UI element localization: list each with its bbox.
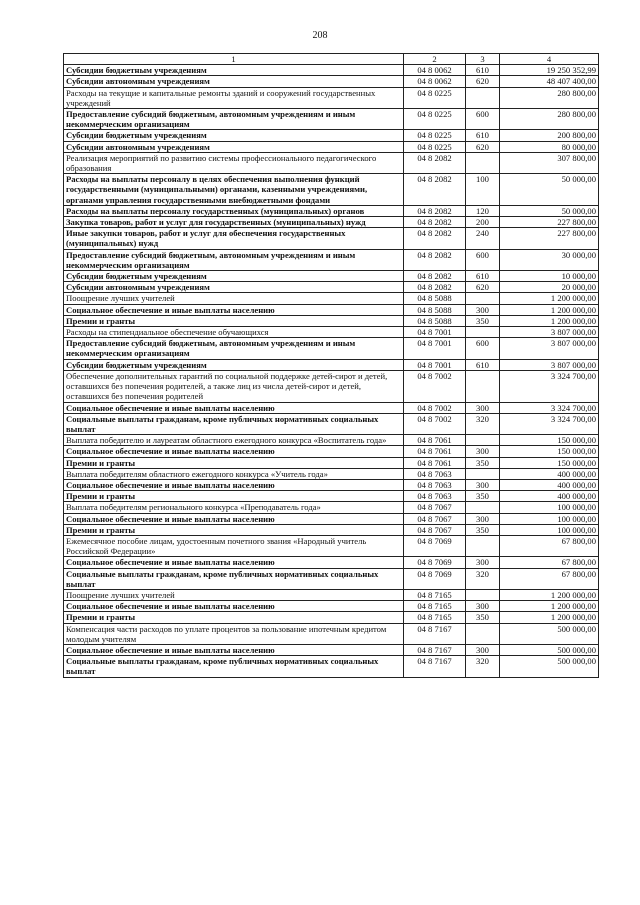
table-row bbox=[64, 109, 599, 130]
amount-cell: 400 000,00 bbox=[500, 491, 599, 502]
expense-type-cell: 350 bbox=[466, 457, 500, 468]
expense-type-cell: 240 bbox=[466, 228, 500, 249]
target-code-cell: 04 8 0225 bbox=[404, 141, 466, 152]
table-row bbox=[64, 282, 599, 293]
target-code-cell: 04 8 7067 bbox=[404, 524, 466, 535]
target-code-cell: 04 8 7067 bbox=[404, 502, 466, 513]
target-code-cell: 04 8 0225 bbox=[404, 109, 466, 130]
table-row bbox=[64, 87, 599, 108]
table-row bbox=[64, 468, 599, 479]
amount-cell: 3 324 700,00 bbox=[500, 370, 599, 402]
table-row bbox=[64, 568, 599, 589]
item-name-cell: Социальное обеспечение и иные выплаты населению bbox=[64, 446, 404, 457]
target-code-cell: 04 8 7061 bbox=[404, 457, 466, 468]
table-row bbox=[64, 446, 599, 457]
amount-cell: 500 000,00 bbox=[500, 656, 599, 677]
item-name-cell: Ежемесячное пособие лицам, удостоенным почетного звания «Народный учитель Российской Федерации» bbox=[64, 535, 404, 556]
table-row bbox=[64, 65, 599, 76]
amount-cell: 1 200 000,00 bbox=[500, 304, 599, 315]
amount-cell: 100 000,00 bbox=[500, 524, 599, 535]
amount-cell: 150 000,00 bbox=[500, 457, 599, 468]
expense-type-cell bbox=[466, 152, 500, 173]
expense-type-cell: 300 bbox=[466, 601, 500, 612]
target-code-cell: 04 8 7165 bbox=[404, 612, 466, 623]
table-row bbox=[64, 304, 599, 315]
table-row bbox=[64, 174, 599, 206]
table-row bbox=[64, 479, 599, 490]
item-name-cell: Выплата победителям регионального конкурса «Преподаватель года» bbox=[64, 502, 404, 513]
expense-type-cell bbox=[466, 435, 500, 446]
expense-type-cell bbox=[466, 370, 500, 402]
expense-type-cell: 350 bbox=[466, 524, 500, 535]
expense-type-cell: 610 bbox=[466, 130, 500, 141]
table-row bbox=[64, 205, 599, 216]
amount-cell: 48 407 400,00 bbox=[500, 76, 599, 87]
amount-cell: 67 800,00 bbox=[500, 535, 599, 556]
expense-type-cell: 300 bbox=[466, 304, 500, 315]
table-row bbox=[64, 502, 599, 513]
target-code-cell: 04 8 5088 bbox=[404, 304, 466, 315]
table-row bbox=[64, 130, 599, 141]
expense-type-cell: 300 bbox=[466, 479, 500, 490]
item-name-cell: Иные закупки товаров, работ и услуг для обеспечения государственных (муниципальных) нужд bbox=[64, 228, 404, 249]
expense-type-cell: 200 bbox=[466, 217, 500, 228]
target-code-cell: 04 8 7001 bbox=[404, 359, 466, 370]
amount-cell: 100 000,00 bbox=[500, 513, 599, 524]
target-code-cell: 04 8 7069 bbox=[404, 568, 466, 589]
expense-type-cell: 610 bbox=[466, 271, 500, 282]
expense-type-cell: 320 bbox=[466, 413, 500, 434]
budget-table bbox=[63, 53, 599, 678]
item-name-cell: Субсидии бюджетным учреждениям bbox=[64, 130, 404, 141]
table-row bbox=[64, 413, 599, 434]
item-name-cell: Социальное обеспечение и иные выплаты населению bbox=[64, 304, 404, 315]
expense-type-cell: 600 bbox=[466, 109, 500, 130]
item-name-cell: Поощрение лучших учителей bbox=[64, 293, 404, 304]
table-row bbox=[64, 612, 599, 623]
expense-type-cell: 600 bbox=[466, 338, 500, 359]
amount-cell: 400 000,00 bbox=[500, 479, 599, 490]
expense-type-cell: 350 bbox=[466, 315, 500, 326]
table-row bbox=[64, 141, 599, 152]
item-name-cell: Расходы на выплаты персоналу государственных (муниципальных) органов bbox=[64, 205, 404, 216]
amount-cell: 80 000,00 bbox=[500, 141, 599, 152]
target-code-cell: 04 8 7069 bbox=[404, 557, 466, 568]
amount-cell: 50 000,00 bbox=[500, 205, 599, 216]
amount-cell: 227 800,00 bbox=[500, 217, 599, 228]
item-name-cell: Социальные выплаты гражданам, кроме публичных нормативных социальных выплат bbox=[64, 568, 404, 589]
target-code-cell: 04 8 0062 bbox=[404, 76, 466, 87]
table-row bbox=[64, 327, 599, 338]
amount-cell: 10 000,00 bbox=[500, 271, 599, 282]
expense-type-cell: 320 bbox=[466, 656, 500, 677]
item-name-cell: Выплата победителям областного ежегодного конкурса «Учитель года» bbox=[64, 468, 404, 479]
target-code-cell: 04 8 5088 bbox=[404, 315, 466, 326]
target-code-cell: 04 8 7061 bbox=[404, 435, 466, 446]
expense-type-cell bbox=[466, 293, 500, 304]
amount-cell: 3 807 000,00 bbox=[500, 338, 599, 359]
target-code-cell: 04 8 2082 bbox=[404, 152, 466, 173]
item-name-cell: Социальное обеспечение и иные выплаты населению bbox=[64, 644, 404, 655]
expense-type-cell: 300 bbox=[466, 513, 500, 524]
amount-cell: 400 000,00 bbox=[500, 468, 599, 479]
amount-cell: 19 250 352,99 bbox=[500, 65, 599, 76]
table-row bbox=[64, 656, 599, 677]
amount-cell: 150 000,00 bbox=[500, 435, 599, 446]
expense-type-cell: 610 bbox=[466, 65, 500, 76]
target-code-cell: 04 8 7063 bbox=[404, 479, 466, 490]
table-row bbox=[64, 271, 599, 282]
item-name-cell: Социальное обеспечение и иные выплаты населению bbox=[64, 513, 404, 524]
expense-type-cell: 300 bbox=[466, 557, 500, 568]
table-row bbox=[64, 293, 599, 304]
target-code-cell: 04 8 7069 bbox=[404, 535, 466, 556]
table-row bbox=[64, 457, 599, 468]
expense-type-cell bbox=[466, 468, 500, 479]
amount-cell: 67 800,00 bbox=[500, 568, 599, 589]
item-name-cell: Премии и гранты bbox=[64, 457, 404, 468]
item-name-cell: Компенсация части расходов по уплате процентов за пользование ипотечным кредитом молодым учителям bbox=[64, 623, 404, 644]
amount-cell: 30 000,00 bbox=[500, 249, 599, 270]
amount-cell: 3 807 000,00 bbox=[500, 327, 599, 338]
column-header: 2 bbox=[404, 54, 466, 65]
amount-cell: 1 200 000,00 bbox=[500, 612, 599, 623]
item-name-cell: Реализация мероприятий по развитию системы профессионального педагогического образования bbox=[64, 152, 404, 173]
table-row bbox=[64, 359, 599, 370]
table-row bbox=[64, 589, 599, 600]
item-name-cell: Социальное обеспечение и иные выплаты населению bbox=[64, 402, 404, 413]
table-row bbox=[64, 435, 599, 446]
item-name-cell: Обеспечение дополнительных гарантий по социальной поддержке детей-сирот и детей, оставшихся без попечения родителей, а также лиц из числа детей-сирот и детей, оставшихся без попечения родителей bbox=[64, 370, 404, 402]
page-number: 208 bbox=[312, 30, 328, 41]
item-name-cell: Субсидии бюджетным учреждениям bbox=[64, 271, 404, 282]
target-code-cell: 04 8 7002 bbox=[404, 370, 466, 402]
table-row bbox=[64, 76, 599, 87]
item-name-cell: Премии и гранты bbox=[64, 612, 404, 623]
expense-type-cell bbox=[466, 502, 500, 513]
column-header: 4 bbox=[500, 54, 599, 65]
table-row bbox=[64, 315, 599, 326]
target-code-cell: 04 8 2082 bbox=[404, 282, 466, 293]
amount-cell: 100 000,00 bbox=[500, 502, 599, 513]
expense-type-cell: 100 bbox=[466, 174, 500, 206]
item-name-cell: Субсидии бюджетным учреждениям bbox=[64, 65, 404, 76]
expense-type-cell: 300 bbox=[466, 446, 500, 457]
target-code-cell: 04 8 7001 bbox=[404, 338, 466, 359]
item-name-cell: Выплата победителю и лауреатам областного ежегодного конкурса «Воспитатель года» bbox=[64, 435, 404, 446]
target-code-cell: 04 8 7002 bbox=[404, 413, 466, 434]
table-row bbox=[64, 644, 599, 655]
item-name-cell: Социальное обеспечение и иные выплаты населению bbox=[64, 557, 404, 568]
table-row bbox=[64, 249, 599, 270]
expense-type-cell: 620 bbox=[466, 282, 500, 293]
amount-cell: 500 000,00 bbox=[500, 644, 599, 655]
table-row bbox=[64, 601, 599, 612]
expense-type-cell: 620 bbox=[466, 76, 500, 87]
table-row bbox=[64, 491, 599, 502]
amount-cell: 1 200 000,00 bbox=[500, 315, 599, 326]
table-row bbox=[64, 370, 599, 402]
amount-cell: 307 800,00 bbox=[500, 152, 599, 173]
table-row bbox=[64, 623, 599, 644]
target-code-cell: 04 8 7063 bbox=[404, 468, 466, 479]
expense-type-cell: 610 bbox=[466, 359, 500, 370]
table-header-row bbox=[64, 54, 599, 65]
expense-type-cell bbox=[466, 535, 500, 556]
target-code-cell: 04 8 7002 bbox=[404, 402, 466, 413]
target-code-cell: 04 8 0225 bbox=[404, 87, 466, 108]
item-name-cell: Премии и гранты bbox=[64, 315, 404, 326]
item-name-cell: Субсидии бюджетным учреждениям bbox=[64, 359, 404, 370]
target-code-cell: 04 8 7067 bbox=[404, 513, 466, 524]
table-row bbox=[64, 217, 599, 228]
target-code-cell: 04 8 0062 bbox=[404, 65, 466, 76]
item-name-cell: Поощрение лучших учителей bbox=[64, 589, 404, 600]
item-name-cell: Субсидии автономным учреждениям bbox=[64, 282, 404, 293]
item-name-cell: Социальное обеспечение и иные выплаты населению bbox=[64, 479, 404, 490]
expense-type-cell: 350 bbox=[466, 491, 500, 502]
target-code-cell: 04 8 2082 bbox=[404, 205, 466, 216]
table-row bbox=[64, 402, 599, 413]
item-name-cell: Расходы на текущие и капитальные ремонты зданий и сооружений государственных учреждений bbox=[64, 87, 404, 108]
expense-type-cell bbox=[466, 589, 500, 600]
amount-cell: 150 000,00 bbox=[500, 446, 599, 457]
amount-cell: 1 200 000,00 bbox=[500, 589, 599, 600]
amount-cell: 3 324 700,00 bbox=[500, 402, 599, 413]
item-name-cell: Социальные выплаты гражданам, кроме публичных нормативных социальных выплат bbox=[64, 413, 404, 434]
expense-type-cell: 120 bbox=[466, 205, 500, 216]
expense-type-cell: 320 bbox=[466, 568, 500, 589]
amount-cell: 227 800,00 bbox=[500, 228, 599, 249]
amount-cell: 200 800,00 bbox=[500, 130, 599, 141]
item-name-cell: Закупка товаров, работ и услуг для государственных (муниципальных) нужд bbox=[64, 217, 404, 228]
item-name-cell: Субсидии автономным учреждениям bbox=[64, 141, 404, 152]
table-row bbox=[64, 524, 599, 535]
item-name-cell: Социальное обеспечение и иные выплаты населению bbox=[64, 601, 404, 612]
expense-type-cell bbox=[466, 623, 500, 644]
target-code-cell: 04 8 7167 bbox=[404, 644, 466, 655]
target-code-cell: 04 8 0225 bbox=[404, 130, 466, 141]
item-name-cell: Предоставление субсидий бюджетным, автономным учреждениям и иным некоммерческим организациям bbox=[64, 338, 404, 359]
expense-type-cell: 300 bbox=[466, 402, 500, 413]
target-code-cell: 04 8 2082 bbox=[404, 249, 466, 270]
item-name-cell: Расходы на стипендиальное обеспечение обучающихся bbox=[64, 327, 404, 338]
table-row bbox=[64, 535, 599, 556]
amount-cell: 1 200 000,00 bbox=[500, 601, 599, 612]
column-header: 3 bbox=[466, 54, 500, 65]
target-code-cell: 04 8 7167 bbox=[404, 623, 466, 644]
table-row bbox=[64, 338, 599, 359]
expense-type-cell: 620 bbox=[466, 141, 500, 152]
amount-cell: 500 000,00 bbox=[500, 623, 599, 644]
amount-cell: 280 800,00 bbox=[500, 109, 599, 130]
item-name-cell: Расходы на выплаты персоналу в целях обеспечения выполнения функций государственными (муниципальными) органами, казенными учреждениями, органами управления государственными внебюджетными фондами bbox=[64, 174, 404, 206]
amount-cell: 20 000,00 bbox=[500, 282, 599, 293]
item-name-cell: Предоставление субсидий бюджетным, автономным учреждениям и иным некоммерческим организациям bbox=[64, 249, 404, 270]
amount-cell: 1 200 000,00 bbox=[500, 293, 599, 304]
target-code-cell: 04 8 7165 bbox=[404, 589, 466, 600]
target-code-cell: 04 8 5088 bbox=[404, 293, 466, 304]
target-code-cell: 04 8 2082 bbox=[404, 228, 466, 249]
target-code-cell: 04 8 7165 bbox=[404, 601, 466, 612]
table-row bbox=[64, 513, 599, 524]
target-code-cell: 04 8 2082 bbox=[404, 271, 466, 282]
table-row bbox=[64, 228, 599, 249]
item-name-cell: Премии и гранты bbox=[64, 524, 404, 535]
item-name-cell: Социальные выплаты гражданам, кроме публичных нормативных социальных выплат bbox=[64, 656, 404, 677]
expense-type-cell bbox=[466, 87, 500, 108]
target-code-cell: 04 8 2082 bbox=[404, 217, 466, 228]
expense-type-cell: 350 bbox=[466, 612, 500, 623]
amount-cell: 3 807 000,00 bbox=[500, 359, 599, 370]
amount-cell: 67 800,00 bbox=[500, 557, 599, 568]
expense-type-cell: 300 bbox=[466, 644, 500, 655]
amount-cell: 280 800,00 bbox=[500, 87, 599, 108]
target-code-cell: 04 8 7063 bbox=[404, 491, 466, 502]
amount-cell: 3 324 700,00 bbox=[500, 413, 599, 434]
amount-cell: 50 000,00 bbox=[500, 174, 599, 206]
target-code-cell: 04 8 7167 bbox=[404, 656, 466, 677]
target-code-cell: 04 8 2082 bbox=[404, 174, 466, 206]
item-name-cell: Предоставление субсидий бюджетным, автономным учреждениям и иным некоммерческим организациям bbox=[64, 109, 404, 130]
table-row bbox=[64, 557, 599, 568]
expense-type-cell: 600 bbox=[466, 249, 500, 270]
table-row bbox=[64, 152, 599, 173]
expense-type-cell bbox=[466, 327, 500, 338]
target-code-cell: 04 8 7001 bbox=[404, 327, 466, 338]
target-code-cell: 04 8 7061 bbox=[404, 446, 466, 457]
item-name-cell: Субсидии автономным учреждениям bbox=[64, 76, 404, 87]
column-header: 1 bbox=[64, 54, 404, 65]
item-name-cell: Премии и гранты bbox=[64, 491, 404, 502]
